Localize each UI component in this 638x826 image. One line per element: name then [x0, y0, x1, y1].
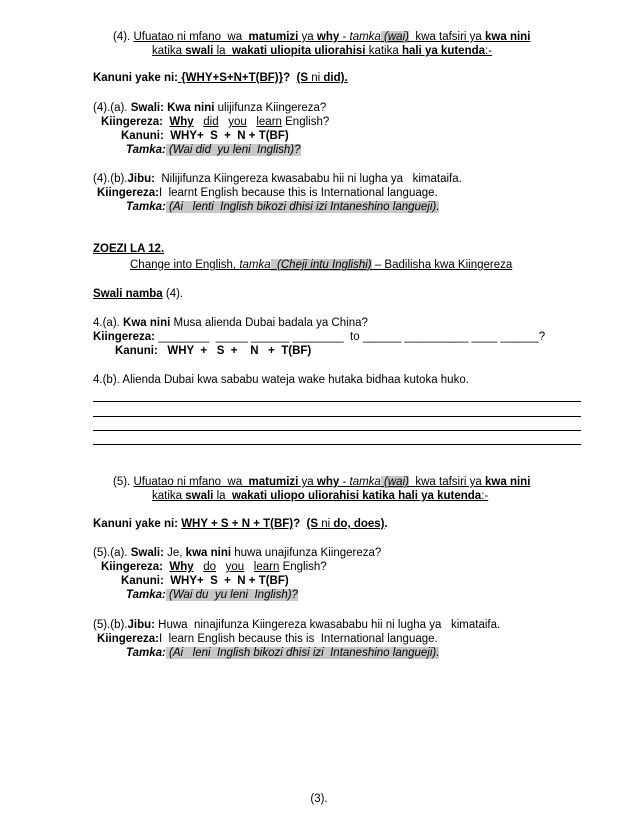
item-number: (5).	[113, 476, 134, 488]
highlight: (Wai du yu leni Inglish)?	[165, 589, 298, 601]
exercise-subtitle	[130, 259, 512, 273]
formula: WHY + S + N + T(BF)	[181, 518, 294, 530]
text: Nilijifunza Kiingereza kwasababu hii ni lugha ya kimataifa.	[154, 173, 462, 185]
answer-line-3[interactable]	[93, 430, 581, 431]
text: Kanuni yake ni:	[93, 72, 178, 84]
s5-answer-english-line	[97, 633, 438, 647]
text: Why	[169, 116, 194, 128]
text: (4).(a).	[93, 102, 131, 114]
text: -	[339, 476, 350, 488]
s5-kanuni-line: Kanuni: WHY+ S + N + T(BF)	[121, 575, 289, 587]
exercise-kanuni-line: Kanuni: WHY + S + N + T(BF)	[115, 345, 312, 357]
text: tamka	[349, 476, 381, 488]
text: katika	[152, 490, 186, 502]
text: ni	[308, 72, 324, 84]
text	[194, 561, 204, 573]
text: (S	[306, 518, 319, 530]
text: ya	[298, 31, 317, 43]
text: la	[213, 45, 232, 57]
exercise-title: ZOEZI LA 12.	[93, 243, 165, 255]
text: ?	[283, 72, 297, 84]
text: :-	[481, 490, 489, 502]
text: Kiingereza:	[97, 187, 159, 199]
text: Kiingereza:	[101, 561, 170, 573]
answer-line-1[interactable]	[93, 401, 581, 402]
s4-heading-line1	[113, 31, 530, 45]
text: huwa unajifunza Kiingereza?	[231, 547, 382, 559]
text: Huwa ninajifunza Kiingereza kwasababu hii ni lugha ya kimataifa.	[154, 619, 501, 631]
text: Ufuatao ni mfano wa	[133, 476, 249, 488]
s5-answer-tamka-line	[126, 647, 439, 661]
s5-rule-line	[93, 518, 388, 532]
text: kwa nini	[185, 547, 232, 559]
text: Ufuatao ni mfano wa	[133, 31, 249, 43]
s4-heading-line2	[152, 45, 492, 59]
text: Je,	[163, 547, 186, 559]
formula: {WHY+S+N+T(BF)}	[178, 72, 284, 84]
text: Change into English,	[130, 259, 240, 271]
highlight: (Cheji intu Inglishi)	[270, 259, 372, 271]
text	[247, 116, 257, 128]
s4-kanuni-line: Kanuni: WHY+ S + N + T(BF)	[121, 130, 289, 142]
text: Musa alienda Dubai badala ya China?	[170, 317, 368, 329]
text: katika	[152, 45, 186, 57]
s4-question-line	[93, 102, 326, 116]
text: (4).(b).	[93, 173, 128, 185]
text: Tamka:	[126, 144, 166, 156]
s5-heading-line2	[152, 490, 488, 504]
exercise-blank-line[interactable]	[93, 331, 545, 345]
text: swali	[185, 45, 214, 57]
highlight: (wai)	[380, 31, 409, 43]
text: you	[225, 561, 245, 573]
text: Kiingereza:	[101, 116, 170, 128]
text: kwa nini	[485, 31, 531, 43]
text: Kanuni yake ni:	[93, 518, 182, 530]
text	[244, 561, 254, 573]
highlight: (Ai lenti Inglish bikozi dhisi izi Intaneshino langueji).	[165, 201, 440, 213]
s4-tamka-line	[126, 144, 301, 158]
text: Swali:	[130, 547, 164, 559]
text: Tamka:	[126, 589, 166, 601]
text: hali ya kutenda	[401, 45, 486, 57]
text: (5).(a).	[93, 547, 131, 559]
answer-blanks[interactable]: ________ _____ ______ ________ to ______ __________ ____ ______?	[155, 331, 546, 343]
text: you	[228, 116, 247, 128]
text: Jibu:	[127, 619, 155, 631]
text: katika	[365, 45, 402, 57]
text: kwa tafsiri ya	[408, 31, 486, 43]
s4-answer-english-line	[97, 187, 438, 201]
text	[219, 116, 229, 128]
text: English?	[279, 561, 327, 573]
text: I learnt English because this is International language.	[159, 187, 438, 199]
text: wakati uliopo uliorahisi katika hali ya kutenda	[231, 490, 482, 502]
s5-answer-line	[93, 619, 500, 633]
s5-tamka-line	[126, 589, 298, 603]
text: (S	[296, 72, 309, 84]
text: Swali: Kwa nini	[130, 102, 215, 114]
text: matumizi	[248, 31, 299, 43]
s4-rule-line	[93, 72, 348, 86]
text: ni	[318, 518, 334, 530]
swali-namba	[93, 288, 183, 302]
text: -	[339, 31, 350, 43]
answer-line-4[interactable]	[93, 444, 581, 445]
highlight: (wai)	[380, 476, 409, 488]
text: do	[203, 561, 217, 573]
s5-question-line	[93, 547, 381, 561]
text: why	[316, 476, 340, 488]
text: matumizi	[248, 476, 299, 488]
text: I learn English because this is International language.	[159, 633, 438, 645]
text: 4.(a).	[93, 317, 124, 329]
highlight: (Wai did yu leni Inglish)?	[165, 144, 301, 156]
s4-answer-tamka-line	[126, 201, 439, 215]
item-number: (4).	[113, 31, 134, 43]
text: (5).(b).	[93, 619, 128, 631]
text: – Badilisha kwa Kiingereza	[371, 259, 513, 271]
s4-english-line	[101, 116, 329, 130]
text: learn	[256, 116, 282, 128]
text: Tamka:	[126, 201, 166, 213]
text: (4).	[162, 288, 184, 300]
text: learn	[253, 561, 280, 573]
text: Kiingereza:	[93, 331, 155, 343]
text: tamka	[239, 259, 271, 271]
exercise-question-a	[93, 317, 368, 331]
text	[216, 561, 226, 573]
text: ya	[298, 476, 317, 488]
text: kwa nini	[485, 476, 531, 488]
text: ulijifunza Kiingereza?	[214, 102, 327, 114]
text: wakati uliopita uliorahisi	[231, 45, 366, 57]
text: Swali namba	[93, 288, 163, 300]
text: Kiingereza:	[97, 633, 159, 645]
text: la	[213, 490, 232, 502]
text: kwa tafsiri ya	[408, 476, 486, 488]
exercise-question-b: 4.(b). Alienda Dubai kwa sababu wateja wake hutaka bidhaa kutoka huko.	[93, 374, 469, 386]
text: tamka	[349, 31, 381, 43]
text: Why	[169, 561, 194, 573]
text: did	[203, 116, 219, 128]
text: did).	[323, 72, 348, 84]
text: Kwa nini	[123, 317, 171, 329]
page-number: (3).	[310, 793, 328, 805]
answer-line-2[interactable]	[93, 416, 581, 417]
s5-heading-line1	[113, 476, 530, 490]
s4-answer-line	[93, 173, 462, 187]
text: English?	[281, 116, 330, 128]
s5-english-line	[101, 561, 327, 575]
text: why	[316, 31, 340, 43]
highlight: (Ai leni Inglish bikozi dhisi izi Intaneshino langueji).	[165, 647, 440, 659]
text: swali	[185, 490, 214, 502]
text: .	[384, 518, 388, 530]
text: Tamka:	[126, 647, 166, 659]
text: do, does)	[333, 518, 385, 530]
text: :-	[485, 45, 493, 57]
text	[194, 116, 204, 128]
text: ?	[293, 518, 307, 530]
text: Jibu:	[127, 173, 155, 185]
